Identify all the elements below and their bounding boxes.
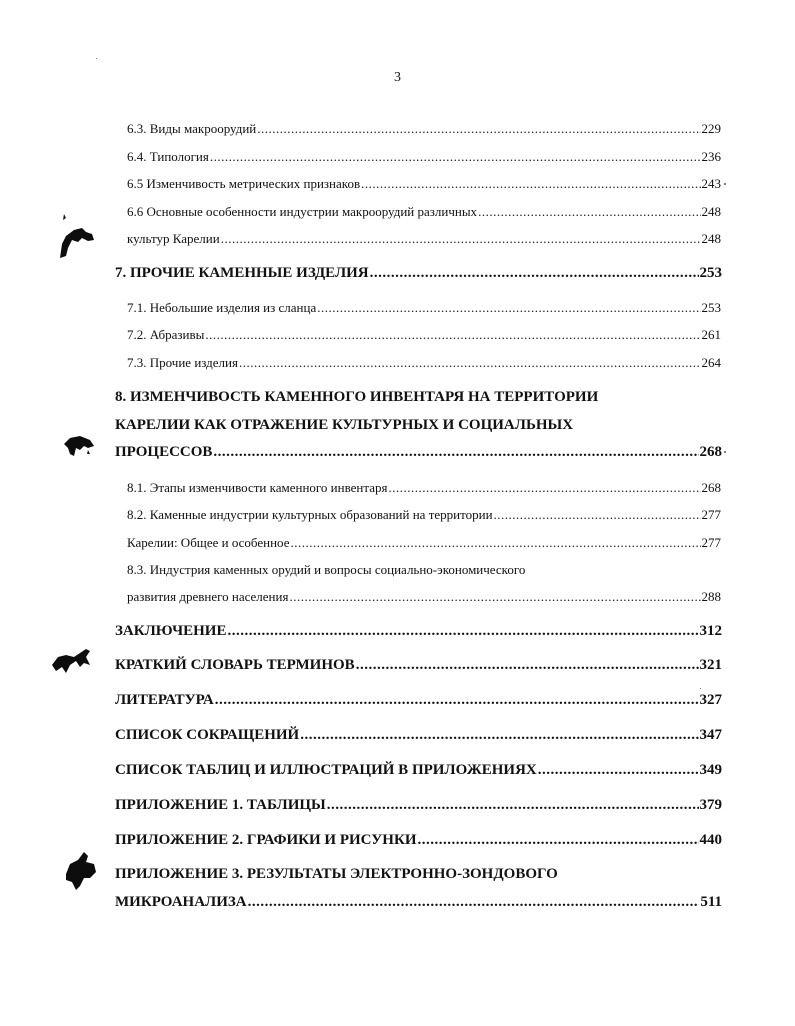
toc-entry-page: 248 [701,231,721,246]
toc-entry-page: 277 [701,535,721,550]
leader-dots [289,587,700,607]
toc-chapter-label: 8. ИЗМЕНЧИВОСТЬ КАМЕННОГО ИНВЕНТАРЯ НА ТЕРРИТОРИИ [115,389,599,405]
toc-chapter-label: ПРОЦЕССОВ [115,444,213,460]
scan-speck [724,183,726,185]
toc-chapter-page: 440 [699,832,722,848]
leader-dots [205,325,700,345]
toc-entry-page: 248 [701,204,721,219]
page-number: 3 [394,70,401,85]
toc-chapter-page: 349 [699,762,722,778]
toc-entry[interactable] [127,147,721,167]
toc-entry-label: 6.4. Типология [127,149,209,164]
toc-entry-label: 8.1. Этапы изменчивости каменного инвентаря [127,480,388,495]
toc-entry-label: развития древнего населения [127,589,289,604]
toc-chapter-label: 7. ПРОЧИЕ КАМЕННЫЕ ИЗДЕЛИЯ [115,265,369,281]
toc-entry[interactable] [127,174,721,194]
toc-entry[interactable] [127,229,721,249]
toc-entry[interactable] [127,587,721,607]
leader-dots [388,478,700,498]
toc-entry-line[interactable] [127,560,721,580]
toc-entry-page: 288 [701,589,721,604]
toc-entry[interactable] [127,353,721,373]
scan-speck [700,688,701,689]
leader-dots [248,892,700,912]
leader-dots [239,353,701,373]
toc-chapter-page: 511 [700,894,722,910]
toc-entry-label: культур Карелии [127,231,220,246]
leader-dots [538,760,699,780]
toc-entry-page: 236 [701,149,721,164]
toc-chapter[interactable] [115,621,722,641]
toc-entry-label: Карелии: Общее и особенное [127,535,290,550]
toc-chapter-page: 347 [699,727,722,743]
toc-chapter[interactable] [115,830,722,850]
toc-entry[interactable] [127,202,721,222]
toc-chapter-label: ПРИЛОЖЕНИЕ 1. ТАБЛИЦЫ [115,797,326,813]
toc-entry-page: 268 [701,480,721,495]
leader-dots [494,505,701,525]
toc-chapter-line[interactable] [115,387,722,407]
toc-chapter[interactable] [115,442,722,462]
toc-chapter-line[interactable] [115,864,722,884]
leader-dots [215,690,699,710]
toc-entry[interactable] [127,478,721,498]
leader-dots [370,263,699,283]
leader-dots [300,725,698,745]
toc-chapter-page: 379 [699,797,722,813]
toc-chapter-line[interactable] [115,415,722,435]
toc-chapter-label: ПРИЛОЖЕНИЕ 3. РЕЗУЛЬТАТЫ ЭЛЕКТРОННО-ЗОНДОВОГО [115,866,558,882]
leader-dots [317,298,700,318]
toc-entry-label: 6.6 Основные особенности индустрии макроорудий различных [127,204,478,219]
leader-dots [221,229,701,249]
toc-chapter-page: 268 [699,444,722,460]
leader-dots [478,202,700,222]
ink-blot [60,848,100,892]
toc-entry[interactable] [127,298,721,318]
toc-chapter[interactable] [115,655,722,675]
leader-dots [418,830,699,850]
toc-entry[interactable] [127,505,721,525]
toc-chapter-label: КРАТКИЙ СЛОВАРЬ ТЕРМИНОВ [115,657,355,673]
toc-entry-label: 8.2. Каменные индустрии культурных образований на территории [127,507,493,522]
leader-dots [356,655,699,675]
toc-chapter-page: 253 [699,265,722,281]
toc-entry-label: 7.2. Абразивы [127,327,205,342]
toc-chapter-label: КАРЕЛИИ КАК ОТРАЖЕНИЕ КУЛЬТУРНЫХ И СОЦИАЛЬНЫХ [115,417,574,433]
leader-dots [213,442,698,462]
toc-chapter[interactable] [115,795,722,815]
scan-speck [724,451,726,453]
ink-blot [52,210,96,260]
toc-entry-page: 229 [701,121,721,136]
leader-dots [290,533,700,553]
toc-chapter-label: МИКРОАНАЛИЗА [115,894,247,910]
leader-dots [210,147,701,167]
leader-dots [227,621,698,641]
toc-entry-page: 264 [701,355,721,370]
toc-entry[interactable] [127,119,721,139]
toc-chapter[interactable] [115,725,722,745]
leader-dots [361,174,700,194]
toc-chapter[interactable] [115,892,722,912]
toc-entry-page: 277 [701,507,721,522]
toc-chapter-label: ЗАКЛЮЧЕНИЕ [115,623,227,639]
leader-dots [327,795,699,815]
toc-entry[interactable] [127,533,721,553]
toc-entry-page: 253 [701,300,721,315]
toc-entry-label: 8.3. Индустрия каменных орудий и вопросы социально-экономического [127,562,526,577]
toc-chapter[interactable] [115,263,722,283]
toc-entry-page: 261 [701,327,721,342]
toc-entry-label: 7.3. Прочие изделия [127,355,238,370]
ink-blot [50,645,94,677]
scan-speck [96,58,97,59]
toc-chapter-page: 321 [699,657,722,673]
toc-chapter[interactable] [115,690,722,710]
toc-chapter-label: ПРИЛОЖЕНИЕ 2. ГРАФИКИ И РИСУНКИ [115,832,417,848]
toc-chapter[interactable] [115,760,722,780]
toc-entry[interactable] [127,325,721,345]
toc-entry-label: 7.1. Небольшие изделия из сланца [127,300,317,315]
toc-chapter-page: 312 [699,623,722,639]
toc-chapter-page: 327 [699,692,722,708]
toc-chapter-label: ЛИТЕРАТУРА [115,692,214,708]
toc-chapter-label: СПИСОК СОКРАЩЕНИЙ [115,727,300,743]
toc-entry-page: 243 [701,176,721,191]
toc-entry-label: 6.3. Виды макроорудий [127,121,257,136]
toc-entry-label: 6.5 Изменчивость метрических признаков [127,176,361,191]
leader-dots [257,119,700,139]
toc-chapter-label: СПИСОК ТАБЛИЦ И ИЛЛЮСТРАЦИЙ В ПРИЛОЖЕНИЯХ [115,762,537,778]
ink-blot [60,432,96,464]
